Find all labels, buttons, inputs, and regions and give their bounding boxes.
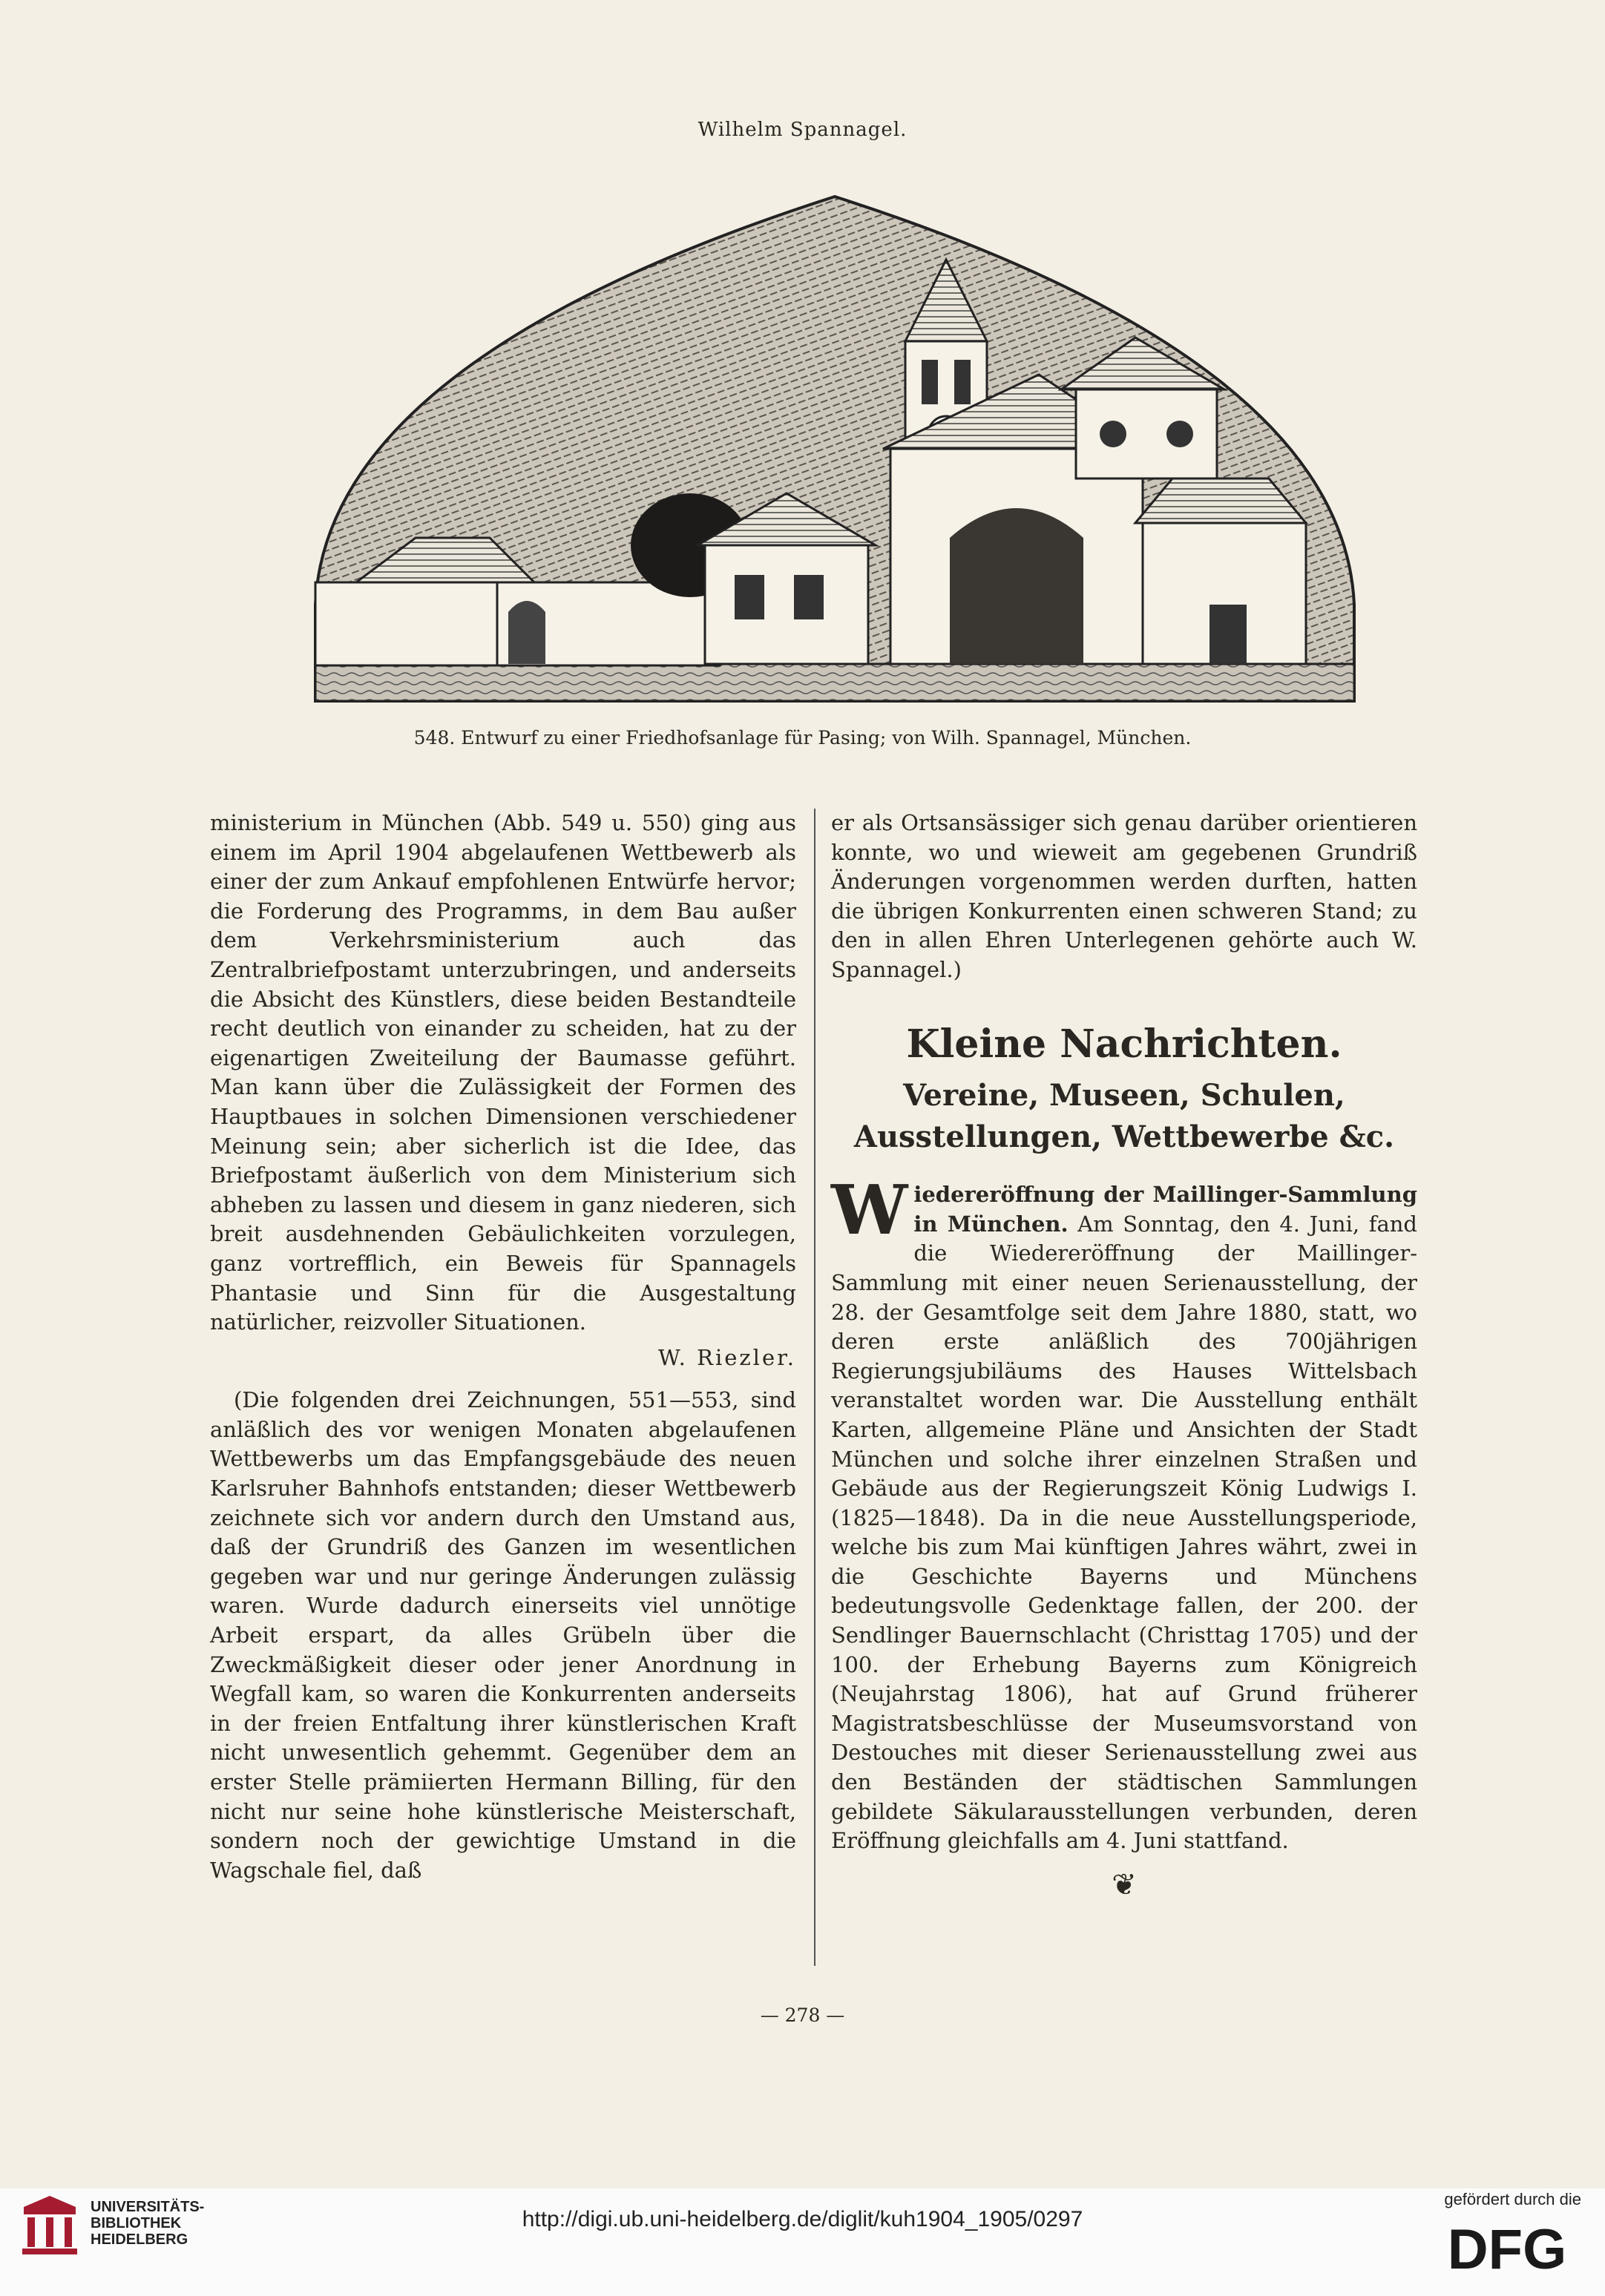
body-paragraph: ministerium in München (Abb. 549 u. 550) ging aus einem im April 1904 abgelaufenen Wettbewerb als einer der zum Ankauf empfohlenen Entwürfe hervor; die Forderung des Programms, in dem Bau außer dem Verkehrsministerium auch das Zentralbriefpostamt unterzubringen, und anderseits die Absicht des Künstlers, diese beiden Bestandteile recht deutlich von einander zu scheiden, hat zu der eigenartigen Zweiteilung der Baumasse geführt. Man kann über die Zulässigkeit der Formen des Hauptbaues in solchen Dimensionen verschiedener Meinung sein; aber sicherlich ist die Idee, das Briefpostamt äußerlich von dem Ministerium sich abheben zu lassen und diesem in ganz niederen, sich breit ausdehnenden Gebäulichkeiten vorzulegen, ganz vortrefflich, ein Beweis für Spannagels Phantasie und Sinn für die Ausgestaltung natürlicher, reizvoller Situationen. bbox=[210, 810, 796, 1335]
library-name-line: HEIDELBERG bbox=[91, 2231, 188, 2248]
drop-cap: W bbox=[831, 1170, 908, 1251]
body-paragraph: (Die folgenden drei Zeichnungen, 551—553, sind anläßlich des vor wenigen Monaten abgelaufenen Wettbewerbs um das Empfangsgebäude des neuen Karlsruher Bahnhofs entstanden; dieser Wettbewerb zeichnete sich vor andern durch den Umstand aus, daß der Grundriß des Ganzen im wesentlichen gegeben war und nur geringe Änderungen zulässig waren. Wurde dadurch einerseits viel unnötige Arbeit erspart, da alles Grübeln über die Zweckmäßigkeit dieser oder jener Anordnung in Wegfall kam, so waren die Konkurrenten anderseits in der freien Entfaltung ihrer künstlerischen Kraft nicht unwesentlich gehemmt. Gegenüber dem an erster Stelle prämiierten Hermann Billing, für den nicht nur seine hohe künstlerische Meisterschaft, sondern noch der gewichtige Umstand in die Wagschale fiel, daß bbox=[210, 1387, 796, 1883]
funding-note: gefördert durch die bbox=[1444, 2190, 1581, 2208]
body-paragraph: er als Ortsansässiger sich genau darüber orientieren konnte, wo und wieweit am gegebenen Grundriß Änderungen vorgenommen werden durften, hatten die übrigen Konkurrenten einen schweren Stand; zu den in allen Ehren Unterlegenen gehörte auch W. Spannagel.) bbox=[831, 810, 1417, 982]
news-item bbox=[831, 1170, 1417, 1856]
author-signature: W. Riezler. bbox=[657, 1344, 796, 1370]
column-divider bbox=[814, 809, 815, 1966]
right-column bbox=[831, 809, 1417, 1900]
left-column bbox=[210, 809, 796, 1885]
cemetery-illustration bbox=[312, 189, 1358, 708]
dfg-logo-text: DFG bbox=[1447, 2218, 1567, 2277]
news-body: Am Sonntag, den 4. Juni, fand die Wiedereröffnung der Maillinger-Sammlung mit einer neuen Serienausstellung, der 28. der Gesamtfolge seit dem Jahre 1880, statt, wo deren erste anläßlich des 700jährigen Regierungsjubiläums des Hauses Wittelsbach veranstaltet worden war. Die Ausstellung enthält Karten, allgemeine Pläne und Ansichten der Stadt München und solche ihrer einzelnen Straßen und Gebäude aus der Regierungszeit König Ludwigs I. (1825—1848). Da in die neue Ausstellungsperiode, welche bis zum Mai künftigen Jahres währt, zwei in die Geschichte Bayerns und Münchens bedeutungsvolle Gedenktage fallen, der 200. der Sendlinger Bauernschlacht (Christtag 1705) und der 100. der Erhebung Bayerns zum Königreich (Neujahrstag 1806), hat auf Grund früherer Magistratsbeschlüsse der Museumsvorstand von Destouches mit dieser Serienausstellung zwei aus den Beständen der städtischen Sammlungen gebildete Säkularausstellungen verbunden, deren Eröffnung gleichfalls am 4. Juni stattfand. bbox=[831, 1211, 1417, 1854]
dfg-logo-icon bbox=[1433, 2218, 1581, 2277]
ornament-icon: ❦ bbox=[1112, 1867, 1137, 1902]
footer-bar bbox=[0, 2188, 1605, 2296]
library-name-line: BIBLIOTHEK bbox=[91, 2215, 182, 2231]
library-name-line: UNIVERSITÄTS- bbox=[91, 2199, 205, 2215]
page-number: — 278 — bbox=[760, 2004, 845, 2026]
section-subtitle: Vereine, Museen, Schulen, Ausstellungen, Wettbewerbe &c. bbox=[853, 1078, 1395, 1155]
source-url-link[interactable]: http://digi.ub.uni-heidelberg.de/diglit/kuh1904_1905/0297 bbox=[522, 2207, 1083, 2231]
running-title: Wilhelm Spannagel. bbox=[698, 119, 907, 141]
section-title: Kleine Nachrichten. bbox=[906, 1021, 1342, 1067]
figure-caption: 548. Entwurf zu einer Friedhofsanlage für Pasing; von Wilh. Spannagel, München. bbox=[413, 727, 1192, 749]
news-heading: iedereröffnung der Maillinger-Sammlung in München. bbox=[913, 1182, 1417, 1237]
